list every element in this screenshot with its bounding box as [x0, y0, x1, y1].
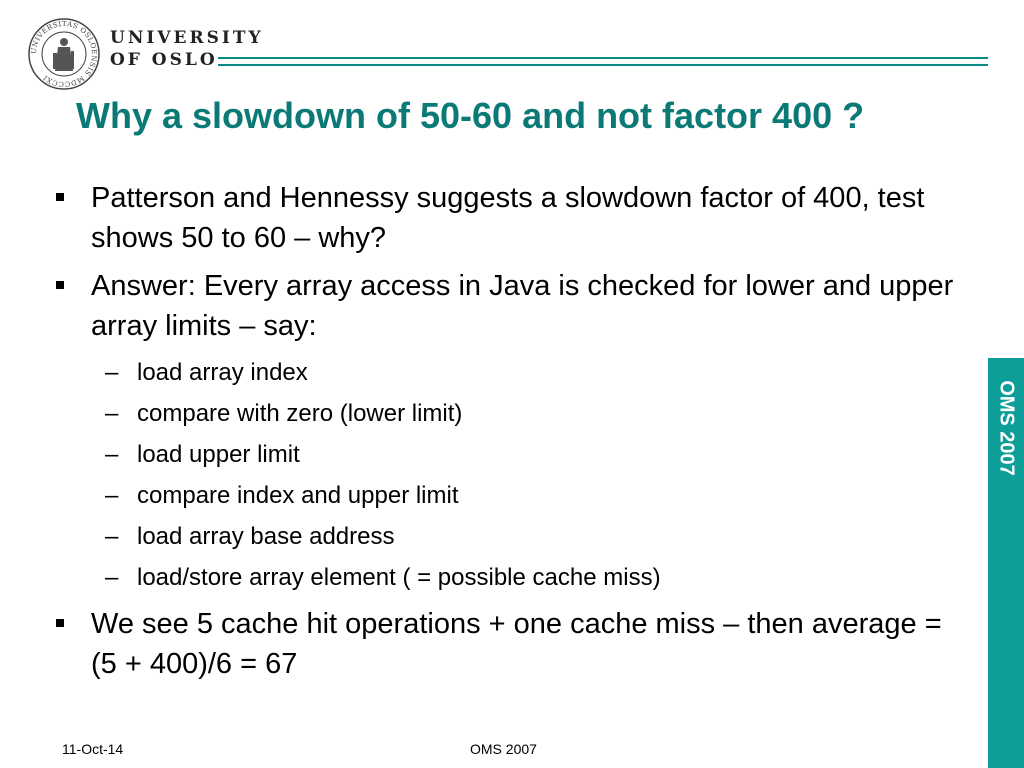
sub-bullet-text: load array index: [137, 359, 308, 386]
sub-bullet-text: load/store array element ( = possible cache miss): [137, 564, 661, 591]
side-label-text: OMS 2007: [995, 380, 1018, 476]
university-name-line2: OF OSLO: [110, 50, 218, 70]
dash-bullet-icon: –: [105, 359, 119, 386]
slide-content: [56, 178, 956, 692]
university-name-line1: UNIVERSITY: [110, 28, 264, 48]
bullet-item: [56, 266, 956, 346]
bullet-item: [56, 178, 956, 258]
slide-title: Why a slowdown of 50-60 and not factor 400 ?: [76, 95, 865, 136]
sub-bullet-item: [56, 434, 956, 475]
dash-bullet-icon: –: [105, 564, 119, 591]
footer-center-text: OMS 2007: [470, 741, 537, 757]
sub-bullet-text: compare index and upper limit: [137, 482, 459, 509]
sub-bullet-text: load upper limit: [137, 441, 300, 468]
bullet-item: [56, 604, 956, 684]
university-seal-icon: [27, 17, 101, 91]
footer-date: 11-Oct-14: [62, 741, 124, 757]
dash-bullet-icon: –: [105, 400, 119, 427]
sub-bullet-item: [56, 393, 956, 434]
sub-bullet-item: [56, 516, 956, 557]
side-label: [988, 358, 1024, 498]
square-bullet-icon: [56, 619, 64, 627]
dash-bullet-icon: –: [105, 482, 119, 509]
sub-bullet-item: [56, 352, 956, 393]
sub-bullet-text: compare with zero (lower limit): [137, 400, 463, 427]
dash-bullet-icon: –: [105, 441, 119, 468]
sub-bullet-item: [56, 475, 956, 516]
sub-bullet-item: [56, 557, 956, 598]
bullet-text: Answer: Every array access in Java is checked for lower and upper array limits – say:: [91, 270, 954, 342]
bullet-text: Patterson and Hennessy suggests a slowdown factor of 400, test shows 50 to 60 – why?: [91, 182, 925, 254]
square-bullet-icon: [56, 193, 64, 201]
bullet-text: We see 5 cache hit operations + one cache miss – then average = (5 + 400)/6 = 67: [91, 608, 942, 680]
header-rule-bottom: [218, 64, 988, 66]
seal-text: UNIVERSITAS OSLOENSIS MDCCCXI: [29, 19, 99, 89]
header-rule-top: [218, 57, 988, 59]
sub-bullet-text: load array base address: [137, 523, 395, 550]
square-bullet-icon: [56, 281, 64, 289]
sub-bullet-list: [56, 352, 956, 598]
dash-bullet-icon: –: [105, 523, 119, 550]
